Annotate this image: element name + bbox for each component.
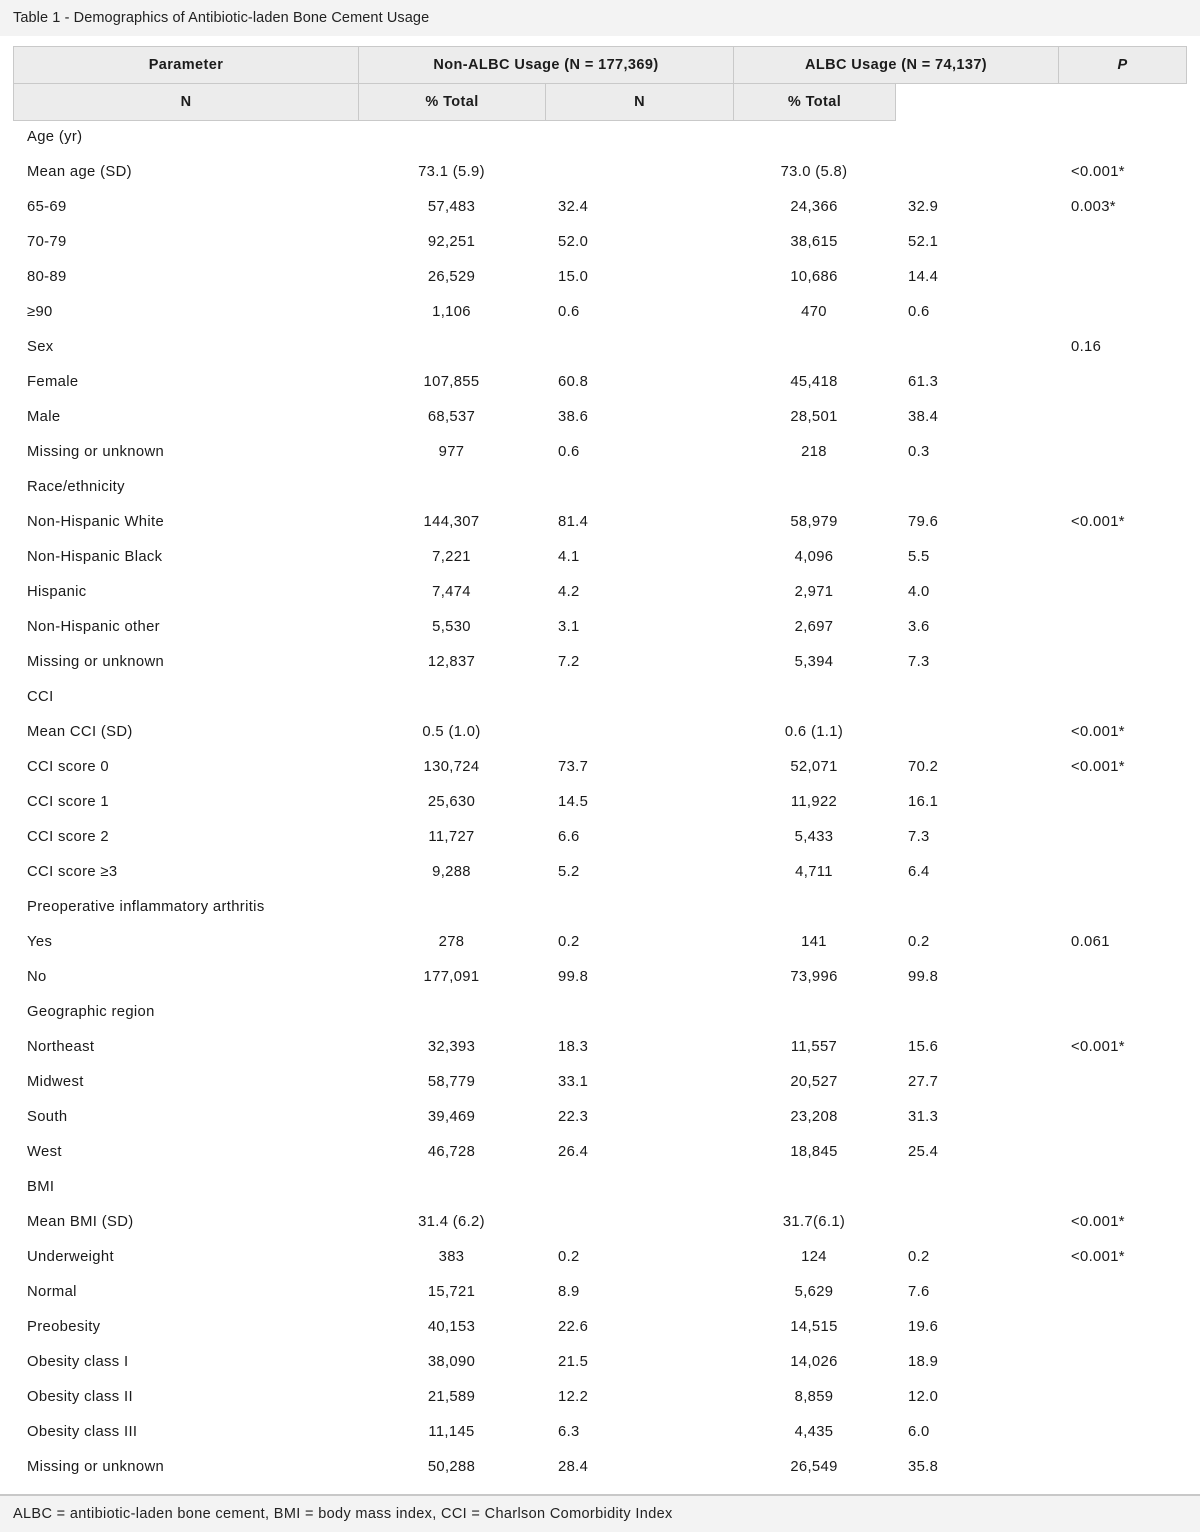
cell-p-value: <0.001* [1071, 1249, 1125, 1265]
cell-albc-pct: 99.8 [908, 969, 939, 985]
cell-non-albc-pct: 33.1 [558, 1074, 589, 1090]
table-row [0, 1240, 1200, 1275]
table-row [0, 1275, 1200, 1310]
subheader-pct-albc [733, 83, 896, 121]
row-label: Geographic region [27, 1004, 155, 1020]
table-row [0, 1100, 1200, 1135]
row-label: Obesity class III [27, 1424, 138, 1440]
row-label: BMI [27, 1179, 55, 1195]
cell-albc-n: 31.7(6.1) [782, 1214, 846, 1230]
row-label: CCI score 2 [27, 829, 109, 845]
cell-albc-n: 18,845 [790, 1144, 838, 1160]
cell-p-value: 0.16 [1071, 339, 1102, 355]
table-row [0, 1345, 1200, 1380]
row-label: Sex [27, 339, 54, 355]
table-row [0, 610, 1200, 645]
cell-non-albc-pct: 5.2 [558, 864, 580, 880]
table-row [0, 540, 1200, 575]
cell-non-albc-n: 130,724 [423, 759, 480, 775]
table-row [0, 995, 1200, 1030]
cell-non-albc-n: 11,727 [428, 829, 475, 845]
cell-albc-n: 141 [801, 934, 827, 950]
row-label: Non-Hispanic White [27, 514, 165, 530]
cell-non-albc-pct: 0.2 [558, 1249, 580, 1265]
header-non-albc [358, 46, 734, 84]
cell-non-albc-n: 31.4 (6.2) [418, 1214, 485, 1230]
cell-albc-n: 4,711 [795, 864, 833, 880]
table-row [0, 1205, 1200, 1240]
cell-albc-pct: 5.5 [908, 549, 930, 565]
cell-non-albc-n: 21,589 [427, 1389, 476, 1405]
cell-albc-n: 2,697 [794, 619, 834, 635]
table-row [0, 785, 1200, 820]
cell-albc-n: 26,549 [790, 1459, 838, 1475]
table-row [0, 820, 1200, 855]
row-label: Female [27, 374, 79, 390]
table-row [0, 645, 1200, 680]
cell-p-value: 0.003* [1071, 199, 1116, 215]
row-label: Hispanic [27, 584, 87, 600]
cell-p-value: 0.061 [1071, 934, 1110, 950]
table-row [0, 1135, 1200, 1170]
row-label: South [27, 1109, 68, 1125]
cell-non-albc-n: 68,537 [427, 409, 476, 425]
cell-albc-n: 4,096 [794, 549, 834, 565]
cell-albc-pct: 19.6 [908, 1319, 939, 1335]
cell-non-albc-pct: 8.9 [558, 1284, 580, 1300]
cell-albc-pct: 4.0 [908, 584, 930, 600]
row-label: Missing or unknown [27, 444, 165, 460]
subheader-pct2-label: % Total [787, 94, 842, 110]
cell-non-albc-n: 50,288 [427, 1459, 476, 1475]
cell-non-albc-pct: 0.6 [558, 304, 580, 320]
table-row [0, 960, 1200, 995]
row-label: Obesity class II [27, 1389, 133, 1405]
table-row [0, 260, 1200, 295]
cell-non-albc-n: 25,630 [427, 794, 476, 810]
row-label: Missing or unknown [27, 1459, 165, 1475]
row-label: 65-69 [27, 199, 67, 215]
row-label: Non-Hispanic other [27, 619, 160, 635]
cell-albc-n: 20,527 [790, 1074, 838, 1090]
cell-albc-n: 23,208 [790, 1109, 838, 1125]
table-row [0, 1450, 1200, 1485]
cell-non-albc-n: 11,145 [428, 1424, 475, 1440]
table-row [0, 1380, 1200, 1415]
header-p-label: P [1117, 57, 1128, 73]
cell-non-albc-pct: 22.6 [558, 1319, 589, 1335]
cell-non-albc-pct: 81.4 [558, 514, 589, 530]
cell-non-albc-pct: 14.5 [558, 794, 589, 810]
table-row [0, 1065, 1200, 1100]
cell-non-albc-pct: 28.4 [558, 1459, 589, 1475]
cell-albc-pct: 70.2 [908, 759, 939, 775]
cell-albc-pct: 27.7 [908, 1074, 939, 1090]
cell-albc-n: 38,615 [790, 234, 838, 250]
subheader-n2-label: N [634, 94, 645, 110]
header-parameter [13, 46, 359, 84]
table-row [0, 715, 1200, 750]
cell-p-value: <0.001* [1071, 164, 1125, 180]
cell-non-albc-pct: 12.2 [558, 1389, 589, 1405]
row-label: Northeast [27, 1039, 95, 1055]
table-row [0, 575, 1200, 610]
table-row [0, 225, 1200, 260]
row-label: ≥90 [27, 304, 53, 320]
row-label: CCI score 1 [27, 794, 109, 810]
row-label: Race/ethnicity [27, 479, 125, 495]
row-label: No [27, 969, 47, 985]
table-footnote: ALBC = antibiotic-laden bone cement, BMI = body mass index, CCI = Charlson Comorbidity Index [0, 1496, 1200, 1532]
cell-albc-pct: 0.2 [908, 934, 930, 950]
cell-non-albc-n: 57,483 [427, 199, 476, 215]
row-label: Preobesity [27, 1319, 101, 1335]
table-caption: Table 1 - Demographics of Antibiotic-laden Bone Cement Usage [0, 0, 1200, 36]
table-row [0, 365, 1200, 400]
row-label: 70-79 [27, 234, 67, 250]
cell-albc-n: 5,629 [794, 1284, 834, 1300]
cell-albc-pct: 38.4 [908, 409, 939, 425]
cell-albc-pct: 15.6 [908, 1039, 939, 1055]
cell-non-albc-pct: 18.3 [558, 1039, 589, 1055]
table-row [0, 1310, 1200, 1345]
table-row [0, 1170, 1200, 1205]
table-row [0, 890, 1200, 925]
cell-albc-n: 10,686 [790, 269, 838, 285]
cell-albc-n: 73,996 [790, 969, 838, 985]
cell-non-albc-n: 32,393 [427, 1039, 476, 1055]
table-row [0, 295, 1200, 330]
cell-non-albc-n: 278 [438, 934, 465, 950]
table-row [0, 1030, 1200, 1065]
row-label: Mean age (SD) [27, 164, 132, 180]
cell-albc-pct: 0.3 [908, 444, 930, 460]
cell-albc-n: 11,922 [790, 794, 838, 810]
row-label: Non-Hispanic Black [27, 549, 163, 565]
cell-albc-n: 73.0 (5.8) [780, 164, 848, 180]
cell-non-albc-n: 58,779 [427, 1074, 476, 1090]
cell-non-albc-n: 144,307 [423, 514, 480, 530]
cell-albc-pct: 6.4 [908, 864, 930, 880]
cell-non-albc-n: 7,221 [432, 549, 471, 565]
cell-non-albc-pct: 32.4 [558, 199, 589, 215]
table-row [0, 120, 1200, 155]
cell-albc-pct: 61.3 [908, 374, 939, 390]
header-non-albc-label: Non-ALBC Usage (N = 177,369) [433, 57, 659, 73]
cell-albc-pct: 35.8 [908, 1459, 939, 1475]
cell-non-albc-n: 39,469 [427, 1109, 476, 1125]
cell-albc-pct: 0.2 [908, 1249, 930, 1265]
cell-non-albc-n: 38,090 [427, 1354, 476, 1370]
subheader-pct1-label: % Total [425, 94, 479, 110]
cell-non-albc-pct: 6.3 [558, 1424, 580, 1440]
cell-non-albc-pct: 3.1 [558, 619, 580, 635]
cell-non-albc-pct: 38.6 [558, 409, 589, 425]
row-label: Male [27, 409, 61, 425]
cell-p-value: <0.001* [1071, 1039, 1125, 1055]
cell-albc-pct: 7.3 [908, 654, 930, 670]
cell-non-albc-pct: 73.7 [558, 759, 589, 775]
subheader-n-albc [545, 83, 734, 121]
cell-albc-n: 8,859 [794, 1389, 834, 1405]
cell-albc-n: 5,433 [794, 829, 834, 845]
cell-albc-n: 4,435 [794, 1424, 834, 1440]
cell-albc-n: 124 [801, 1249, 827, 1265]
cell-albc-pct: 12.0 [908, 1389, 939, 1405]
table-row [0, 400, 1200, 435]
cell-non-albc-pct: 22.3 [558, 1109, 589, 1125]
cell-non-albc-n: 0.5 (1.0) [422, 724, 481, 740]
header-parameter-label: Parameter [148, 57, 224, 73]
cell-non-albc-n: 9,288 [432, 864, 471, 880]
cell-albc-n: 45,418 [790, 374, 838, 390]
cell-p-value: <0.001* [1071, 514, 1125, 530]
cell-albc-pct: 0.6 [908, 304, 930, 320]
cell-albc-n: 218 [801, 444, 827, 460]
cell-non-albc-pct: 7.2 [558, 654, 580, 670]
table-row [0, 330, 1200, 365]
row-label: Normal [27, 1284, 77, 1300]
cell-albc-pct: 79.6 [908, 514, 939, 530]
cell-non-albc-n: 383 [438, 1249, 465, 1265]
cell-albc-n: 470 [801, 304, 827, 320]
cell-non-albc-pct: 4.2 [558, 584, 580, 600]
cell-non-albc-pct: 0.2 [558, 934, 580, 950]
row-label: CCI score 0 [27, 759, 109, 775]
cell-non-albc-n: 46,728 [427, 1144, 476, 1160]
row-label: CCI score ≥3 [27, 864, 118, 880]
cell-albc-pct: 6.0 [908, 1424, 930, 1440]
cell-non-albc-n: 92,251 [427, 234, 476, 250]
row-label: 80-89 [27, 269, 67, 285]
subheader-pct-non-albc [358, 83, 546, 121]
header-albc-label: ALBC Usage (N = 74,137) [804, 57, 988, 73]
cell-non-albc-n: 5,530 [432, 619, 471, 635]
cell-p-value: <0.001* [1071, 724, 1125, 740]
table-row [0, 190, 1200, 225]
cell-non-albc-n: 26,529 [427, 269, 476, 285]
table-row [0, 505, 1200, 540]
cell-non-albc-n: 15,721 [427, 1284, 476, 1300]
cell-non-albc-pct: 99.8 [558, 969, 589, 985]
cell-non-albc-pct: 60.8 [558, 374, 589, 390]
row-label: Midwest [27, 1074, 84, 1090]
cell-non-albc-n: 73.1 (5.9) [418, 164, 485, 180]
table-row [0, 1415, 1200, 1450]
cell-albc-pct: 32.9 [908, 199, 939, 215]
row-label: West [27, 1144, 62, 1160]
cell-p-value: <0.001* [1071, 1214, 1125, 1230]
cell-non-albc-n: 977 [438, 444, 465, 460]
cell-non-albc-pct: 6.6 [558, 829, 580, 845]
table-row [0, 435, 1200, 470]
table-row [0, 155, 1200, 190]
cell-albc-pct: 16.1 [908, 794, 939, 810]
cell-albc-n: 2,971 [794, 584, 834, 600]
cell-non-albc-pct: 15.0 [558, 269, 589, 285]
header-albc [733, 46, 1059, 84]
cell-non-albc-n: 7,474 [432, 584, 471, 600]
cell-albc-n: 11,557 [790, 1039, 838, 1055]
cell-albc-n: 5,394 [794, 654, 834, 670]
header-p [1058, 46, 1187, 84]
cell-non-albc-n: 12,837 [427, 654, 476, 670]
cell-albc-pct: 52.1 [908, 234, 939, 250]
cell-non-albc-pct: 26.4 [558, 1144, 589, 1160]
cell-albc-pct: 14.4 [908, 269, 939, 285]
cell-albc-pct: 25.4 [908, 1144, 939, 1160]
subheader-n-non-albc [13, 83, 359, 121]
cell-albc-n: 14,026 [790, 1354, 838, 1370]
cell-albc-n: 58,979 [790, 514, 838, 530]
cell-albc-n: 24,366 [790, 199, 838, 215]
cell-non-albc-n: 107,855 [423, 374, 480, 390]
cell-albc-pct: 18.9 [908, 1354, 939, 1370]
cell-albc-pct: 7.3 [908, 829, 930, 845]
cell-non-albc-pct: 21.5 [558, 1354, 589, 1370]
table-row [0, 750, 1200, 785]
cell-albc-n: 52,071 [790, 759, 838, 775]
row-label: CCI [27, 689, 54, 705]
cell-non-albc-n: 177,091 [423, 969, 480, 985]
cell-non-albc-n: 40,153 [427, 1319, 476, 1335]
cell-non-albc-pct: 0.6 [558, 444, 580, 460]
row-label: Preoperative inflammatory arthritis [27, 899, 265, 915]
cell-non-albc-pct: 52.0 [558, 234, 589, 250]
cell-non-albc-pct: 4.1 [558, 549, 580, 565]
row-label: Mean CCI (SD) [27, 724, 133, 740]
cell-albc-pct: 3.6 [908, 619, 930, 635]
table-row [0, 680, 1200, 715]
subheader-n1-label: N [180, 94, 192, 110]
row-label: Underweight [27, 1249, 114, 1265]
cell-albc-pct: 31.3 [908, 1109, 939, 1125]
cell-albc-n: 14,515 [790, 1319, 838, 1335]
cell-non-albc-n: 1,106 [432, 304, 471, 320]
table-row [0, 925, 1200, 960]
row-label: Age (yr) [27, 129, 83, 145]
cell-albc-pct: 7.6 [908, 1284, 930, 1300]
table-row [0, 855, 1200, 890]
cell-albc-n: 0.6 (1.1) [784, 724, 844, 740]
cell-p-value: <0.001* [1071, 759, 1125, 775]
row-label: Yes [27, 934, 53, 950]
row-label: Obesity class I [27, 1354, 129, 1370]
row-label: Mean BMI (SD) [27, 1214, 134, 1230]
cell-albc-n: 28,501 [790, 409, 838, 425]
table-row [0, 470, 1200, 505]
row-label: Missing or unknown [27, 654, 165, 670]
